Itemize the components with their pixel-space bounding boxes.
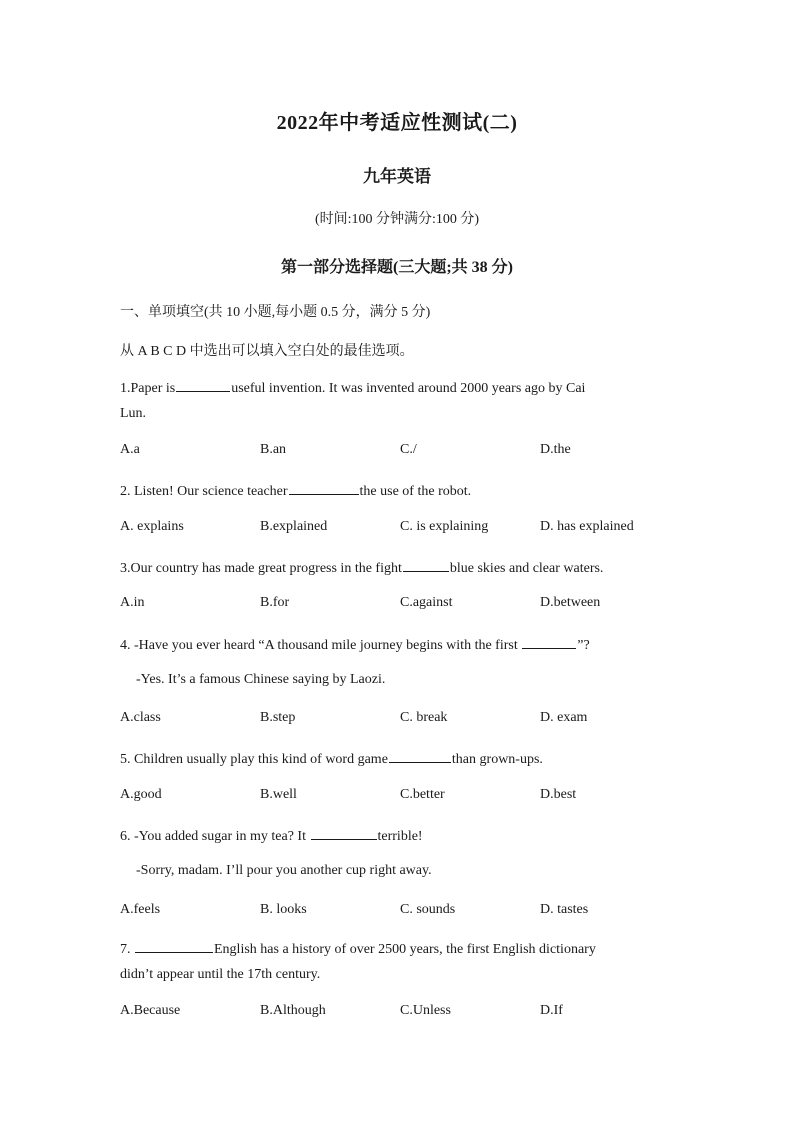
option-b: B.explained [260,519,328,534]
question-stem: blue skies and clear waters. [449,561,604,576]
option-c: C.better [400,787,445,802]
section-instruction: 从 A B C D 中选出可以填入空白处的最佳选项。 [120,344,414,359]
answer-blank [176,377,230,392]
options-row [120,519,680,539]
options-row [120,787,680,807]
question-stem: ”? [577,638,590,653]
question-stem: useful invention. It was invented around 2000 years ago by Cai [231,381,586,396]
option-c: C. is explaining [400,519,489,534]
option-b: B.step [260,710,296,725]
answer-blank [311,825,377,840]
option-a: A.a [120,442,140,457]
question-stem: Lun. [120,406,147,421]
option-b: B.an [260,442,287,457]
options-row [120,710,680,730]
question-stem: terrible! [377,829,423,844]
option-c: C. break [400,710,448,725]
option-c: C.against [400,595,453,610]
question-stem: English has a history of over 2500 years, the first English dictionary [214,942,596,957]
time-info: (时间:100 分钟满分:100 分) [314,212,480,227]
option-a: A. explains [120,519,184,534]
option-b: B.well [260,787,297,802]
option-c: C./ [400,442,417,457]
part-title: 第一部分选择题(三大题;共 38 分) [281,259,513,276]
option-a: A.feels [120,902,161,917]
question-1 [120,376,680,426]
question-stem: 7. [120,942,134,957]
option-c: C.Unless [400,1003,451,1018]
question-3 [120,557,680,577]
question-6 [120,825,680,845]
question-4 [120,634,680,654]
subject-title: 九年英语 [363,167,431,186]
question-stem: 1.Paper is [120,381,176,396]
option-c: C. sounds [400,902,456,917]
option-a: A.good [120,787,162,802]
option-d: D. exam [540,710,588,725]
question-2 [120,480,680,500]
question-stem: the use of the robot. [359,484,472,499]
option-d: D. has explained [540,519,634,534]
question-stem: than grown-ups. [451,752,543,767]
option-b: B.for [260,595,290,610]
option-a: A.Because [120,1003,181,1018]
section-heading: 一、单项填空(共 10 小题,每小题 0.5 分，满分 5 分) [120,305,431,320]
option-b: B. looks [260,902,307,917]
option-d: D.between [540,595,601,610]
option-d: D. tastes [540,902,589,917]
dialogue-reply: -Sorry, madam. I’ll pour you another cup right away. [136,863,432,878]
question-stem: 5. Children usually play this kind of word game [120,752,388,767]
option-a: A.in [120,595,145,610]
options-row [120,442,680,462]
option-d: D.best [540,787,577,802]
option-b: B.Although [260,1003,326,1018]
question-stem: didn’t appear until the 17th century. [120,967,321,982]
options-row [120,902,680,922]
question-7 [120,937,680,987]
option-d: D.If [540,1003,563,1018]
exam-title: 2022年中考适应性测试(二) [276,112,518,134]
answer-blank [389,748,451,763]
question-stem: 6. -You added sugar in my tea? It [120,829,310,844]
dialogue-reply: -Yes. It’s a famous Chinese saying by Laozi. [136,672,386,687]
options-row [120,1003,680,1023]
option-d: D.the [540,442,571,457]
question-stem: 2. Listen! Our science teacher [120,484,288,499]
answer-blank [289,480,359,495]
question-stem: 3.Our country has made great progress in the fight [120,561,402,576]
answer-blank [522,634,576,649]
question-5 [120,748,680,768]
question-stem: 4. -Have you ever heard “A thousand mile journey begins with the first [120,638,522,653]
option-a: A.class [120,710,161,725]
options-row [120,595,680,615]
answer-blank [135,938,213,953]
answer-blank [403,557,449,572]
